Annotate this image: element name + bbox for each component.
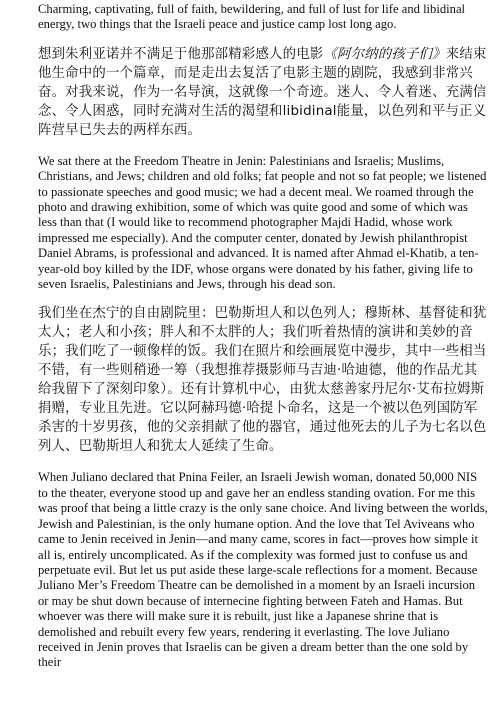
paragraph-english-1: Charming, captivating, full of faith, bewildering, and full of lust for life and libidinal energy, two things that the Israeli peace and justice camp lost long ago. <box>38 2 466 32</box>
paragraph-english-3: When Juliano declared that Pnina Feiler, an Israeli Jewish woman, donated 50,000 NIS to the theater, everyone stood up and gave her an endless standing ovation. For me this was proof that being a little crazy is the only sane choice. And living between the worlds, Jewish and Palestinian, is the only humane option. And the love that Tel Aviveans who came to Jenin received in Jenin—and many came, scores in fact—proves how simple it all is, entirely uncomplicated. As if the complexity was formed just to confuse us and perpetuate evil. But let us put aside these large-scale reflections for a moment. Because Juliano Mer’s Freedom Theatre can be demolished in a moment by an Israeli incursion or may be shut down because of internecine fighting between Fateh and Hamas. But whoever was there will make sure it is rebuilt, just like a Japanese shrine that is demolished and rebuilt every few years, rendering it everlasting. The love Juliano received in Jenin proves that Israelis can be given a dream better than the one sold by their <box>38 470 488 670</box>
paragraph-chinese-1 <box>38 45 488 140</box>
film-title: 《阿尔纳的孩子们》 <box>323 46 446 62</box>
paragraph-english-2: We sat there at the Freedom Theatre in Jenin: Palestinians and Israelis; Muslims, Christians, and Jews; children and old folks; fat people and not so fat people; we listened to passionate speeches and good music; we had a decent meal. We roamed through the photo and drawing exhibition, some of which was quite good and some of which was less than that (I would like to recommend photographer Majdi Hadid, whose work impressed me especially). And the computer center, donated by Jewish philanthropist Daniel Abrams, is professional and advanced. It is named after Ahmad el-Khatib, a ten-year-old boy killed by the IDF, whose organs were donated by his father, giving life to seven Israelis, Palestinians and Jews, through his dead son. <box>38 153 487 292</box>
paragraph-chinese-1-part-a: 想到朱利亚诺并不满足于他那部精彩感人的电影 <box>38 46 324 62</box>
paragraph-chinese-1-part-b: 来结束他生命中的一个篇章，而是走出去复活了电影主题的剧院，我感到非常兴奋。对我来说，作为一名导演，这就像一个奇迹。迷人、令人着迷、充满信念、令人困惑，同时充满对生活的渴望和libidinal能量，以色列和平与正义阵营早已失去的两样东西。 <box>38 46 487 138</box>
paragraph-chinese-2: 我们坐在杰宁的自由剧院里：巴勒斯坦人和以色列人；穆斯林、基督徒和犹太人；老人和小孩；胖人和不太胖的人；我们听着热情的演讲和美妙的音乐；我们吃了一顿像样的饭。我们在照片和绘画展览中漫步，其中一些相当不错，有一些则稍逊一筹（我想推荐摄影师马吉迪·哈迪德，他的作品尤其给我留下了深刻印象）。还有计算机中心，由犹太慈善家丹尼尔·艾布拉姆斯捐赠，专业且先进。它以阿赫玛德·哈提卜命名，这是一个被以色列国防军杀害的十岁男孩，他的父亲捐献了他的器官，通过他死去的儿子为七名以色列人、巴勒斯坦人和犹太人延续了生命。 <box>38 306 487 455</box>
